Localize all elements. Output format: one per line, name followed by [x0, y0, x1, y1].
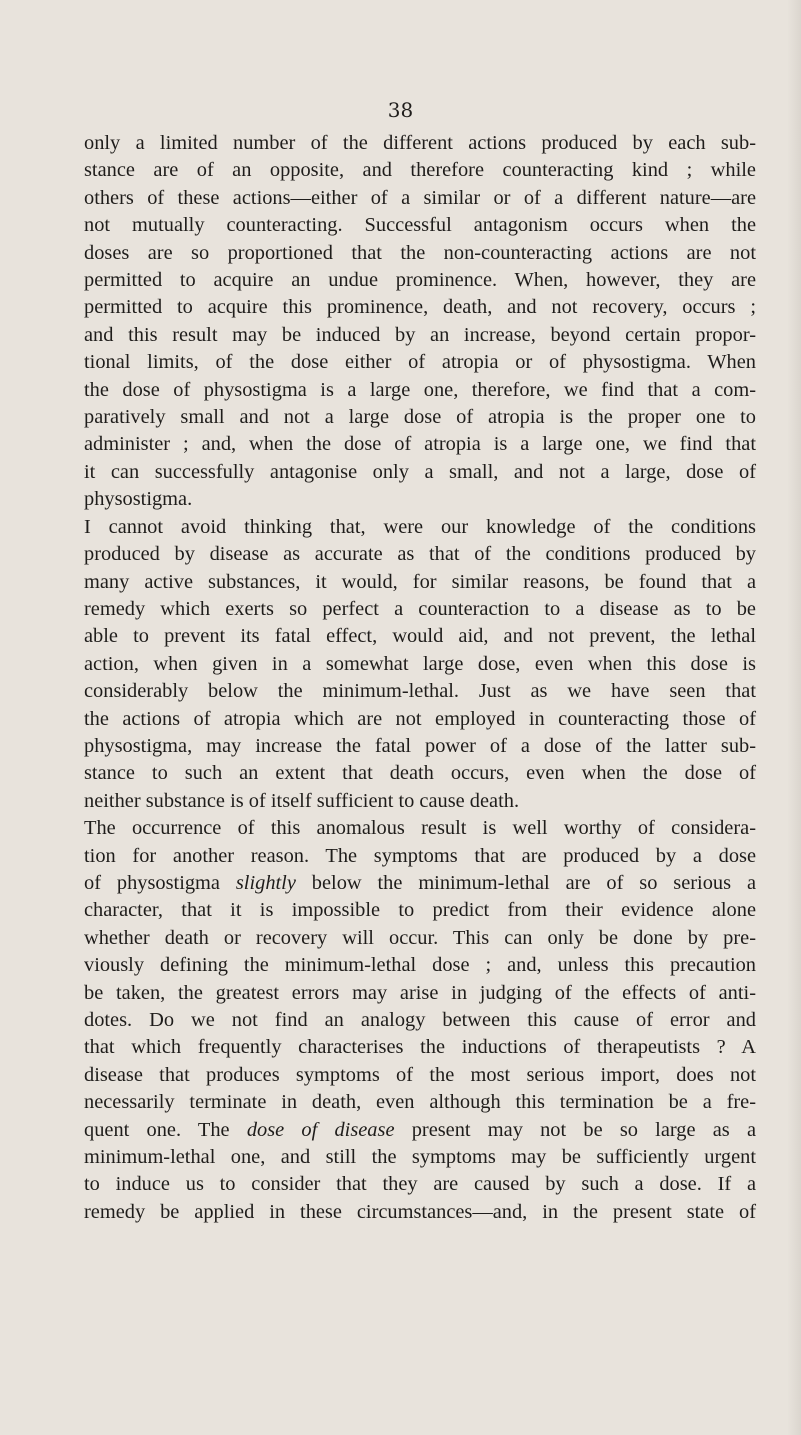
text-line: stance are of an opposite, and therefore counteracting kind ; while [84, 159, 756, 182]
text-line: permitted to acquire an undue prominence. When, however, they are [84, 269, 756, 292]
text-line: to induce us to consider that they are caused by such a dose. If a [84, 1173, 756, 1196]
text-line: necessarily terminate in death, even although this termination be a fre- [84, 1091, 756, 1114]
text-line: produced by disease as accurate as that of the conditions produced by [84, 543, 756, 566]
page-edge-shadow [787, 0, 801, 1435]
text-line-with-italic [84, 870, 756, 897]
text-line: character, that it is impossible to predict from their evidence alone [84, 899, 756, 922]
text-line: paratively small and not a large dose of atropia is the proper one to [84, 406, 756, 429]
page-number: 38 [387, 98, 414, 122]
text-line: that which frequently characterises the inductions of therapeutists ? A [84, 1036, 756, 1059]
text-line: doses are so proportioned that the non-counteracting actions are not [84, 241, 756, 264]
text-line: the dose of physostigma is a large one, therefore, we find that a com- [84, 378, 756, 401]
text-line: not mutually counteracting. Successful antagonism occurs when the [84, 214, 756, 237]
text-line: minimum-lethal one, and still the symptoms may be sufficiently urgent [84, 1146, 756, 1169]
text-line: be taken, the greatest errors may arise in judging of the effects of anti- [84, 981, 756, 1004]
text-line: the actions of atropia which are not employed in counteracting those of [84, 707, 756, 730]
text-line: considerably below the minimum-lethal. Just as we have seen that [84, 680, 756, 703]
text-line: many active substances, it would, for similar reasons, be found that a [84, 570, 756, 593]
text-line: administer ; and, when the dose of atropia is a large one, we find that [84, 433, 756, 456]
text-line: viously defining the minimum-lethal dose ; and, unless this precaution [84, 954, 756, 977]
text-line: stance to such an extent that death occurs, even when the dose of [84, 762, 756, 785]
text-line: it can successfully antagonise only a small, and not a large, dose of [84, 460, 756, 483]
text-line: physostigma, may increase the fatal power of a dose of the latter sub- [84, 734, 756, 757]
text-line: and this result may be induced by an increase, beyond certain propor- [84, 323, 756, 346]
body-text [84, 130, 756, 1226]
text-line: dotes. Do we not find an analogy between this cause of error and [84, 1009, 756, 1031]
text-line-with-italic [84, 1117, 756, 1144]
italic-text: slightly [235, 871, 296, 894]
text-segment: quent one. The [84, 1118, 247, 1141]
text-line: disease that produces symptoms of the most serious import, does not [84, 1063, 756, 1086]
text-line: able to prevent its fatal effect, would aid, and not prevent, the lethal [84, 625, 756, 648]
text-line: permitted to acquire this prominence, death, and not recovery, occurs ; [84, 296, 756, 319]
text-segment: of physostigma [84, 871, 236, 894]
text-line: whether death or recovery will occur. This can only be done by pre- [84, 926, 756, 949]
text-line: others of these actions—either of a similar or of a different nature—are [84, 186, 756, 209]
text-line: tional limits, of the dose either of atropia or of physostigma. When [84, 351, 756, 374]
text-line: action, when given in a somewhat large dose, even when this dose is [84, 652, 756, 675]
italic-text: dose of disease [246, 1118, 395, 1141]
text-segment: present may not be so large as a [394, 1118, 757, 1141]
text-line: I cannot avoid thinking that, were our knowledge of the conditions [84, 515, 756, 538]
text-segment: below the minimum-lethal are of so serious a [295, 871, 756, 894]
text-line: remedy which exerts so perfect a counteraction to a disease as to be [84, 597, 756, 620]
text-line: tion for another reason. The symptoms that are produced by a dose [84, 844, 756, 867]
text-line: The occurrence of this anomalous result is well worthy of considera- [84, 817, 756, 840]
text-line: remedy be applied in these circumstances—and, in the present state of [84, 1200, 756, 1223]
text-line: only a limited number of the different actions produced by each sub- [84, 132, 756, 154]
text-line: neither substance is of itself sufficient to cause death. [84, 789, 520, 812]
text-line: physostigma. [84, 488, 193, 511]
